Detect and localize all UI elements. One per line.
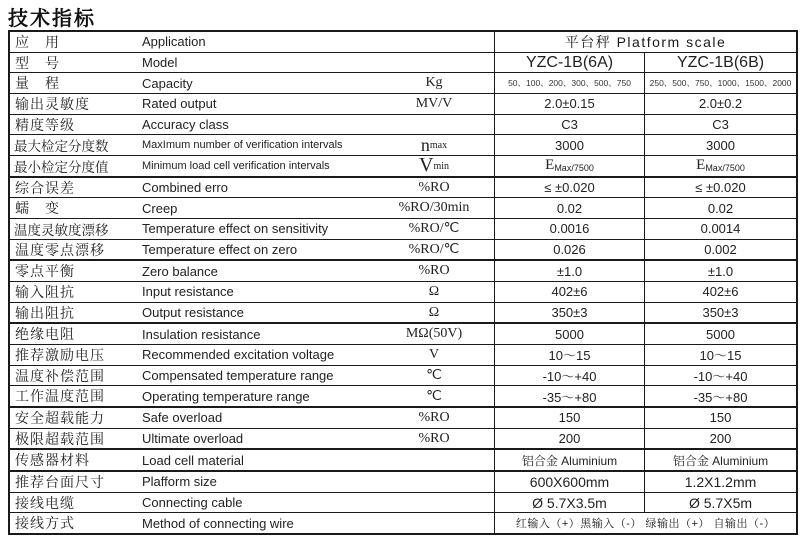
spec-label-en: Recommended excitation voltage <box>142 347 335 363</box>
spec-value-yzc1b6a <box>494 324 644 344</box>
spec-label-zh: 接线方式 <box>15 515 75 532</box>
spec-unit <box>374 198 494 218</box>
spec-value-yzc1b6b-main: -35～+80 <box>693 389 748 405</box>
spec-label-en: Rated output <box>142 96 217 112</box>
spec-value-yzc1b6b-main: 1.2X1.2mm <box>684 473 757 490</box>
spec-unit-main: Ω <box>428 304 440 320</box>
spec-value-yzc1b6b <box>644 135 796 155</box>
table-row <box>10 365 796 386</box>
spec-label-en: Accuracy class <box>142 117 229 133</box>
spec-value-yzc1b6b-main: 3000 <box>706 137 735 153</box>
spec-label-en: Model <box>142 55 178 70</box>
spec-value-yzc1b6b-main: 150 <box>709 410 732 426</box>
spec-value-yzc1b6a <box>494 115 644 135</box>
table-row <box>10 93 796 114</box>
spec-value-yzc1b6a-main: 0.0016 <box>549 221 590 237</box>
table-row <box>10 197 796 218</box>
spec-value-yzc1b6b-main: 0.02 <box>707 200 734 216</box>
spec-unit-subscript: min <box>433 160 449 172</box>
spec-unit <box>374 408 494 428</box>
spec-label-en: Ultimate overload <box>142 431 244 447</box>
spec-unit-main: V <box>428 346 440 362</box>
table-row <box>10 344 796 365</box>
table-row <box>10 448 796 470</box>
spec-value-yzc1b6b <box>644 450 796 470</box>
spec-unit <box>374 303 494 323</box>
spec-label-en: Method of connecting wire <box>142 515 294 531</box>
spec-value-yzc1b6a-main: 350±3 <box>551 305 588 321</box>
spec-value-yzc1b6a-main: Ø 5.7X3.5m <box>532 494 607 511</box>
spec-table <box>8 30 798 535</box>
spec-label-zh: 输出灵敏度 <box>15 95 90 112</box>
spec-unit-main: %RO/30min <box>398 200 470 216</box>
spec-value-yzc1b6a <box>494 73 644 93</box>
spec-label-en: Insulation resistance <box>142 326 261 342</box>
spec-unit-main: MV/V <box>415 95 453 111</box>
spec-value-yzc1b6a-main: 50、100、200、300、500、750 <box>508 78 631 89</box>
spec-value-yzc1b6a-main: ±1.0 <box>556 263 583 279</box>
spec-value-yzc1b6a <box>494 135 644 155</box>
spec-value-yzc1b6b <box>644 219 796 239</box>
spec-value-yzc1b6b-main: ≤ ±0.020 <box>695 180 746 196</box>
spec-unit-main: %RO <box>418 409 450 425</box>
spec-value-merged: 红输入（+）黑输入（-） 绿输出（+） 自输出（-） <box>494 513 796 533</box>
spec-value-yzc1b6a-subscript: Max/7500 <box>554 162 594 173</box>
spec-label-zh: 绝缘电阻 <box>15 326 75 343</box>
spec-label-zh: 工作温度范围 <box>15 388 105 405</box>
spec-unit <box>374 219 494 239</box>
spec-value-yzc1b6b <box>644 94 796 114</box>
spec-unit <box>374 366 494 386</box>
spec-unit <box>374 429 494 449</box>
spec-label-en: Load cell material <box>142 452 244 468</box>
spec-value-yzc1b6b-main: 0.0014 <box>700 221 741 237</box>
spec-label-en: Zero balance <box>142 263 218 279</box>
spec-label-zh: 推荐激励电压 <box>15 346 105 363</box>
spec-value-yzc1b6a-main: 600X600mm <box>529 473 610 490</box>
spec-unit <box>374 386 494 406</box>
spec-value-yzc1b6a <box>494 178 644 198</box>
spec-value-yzc1b6a <box>494 493 644 513</box>
spec-value-yzc1b6b-main: 10～15 <box>699 348 742 364</box>
spec-value-yzc1b6a <box>494 450 644 470</box>
table-row <box>10 281 796 302</box>
spec-value-yzc1b6b-main: 铝合金 Aluminium <box>672 453 769 468</box>
spec-value-merged: 平台秤 Platform scale <box>494 32 796 52</box>
table-row <box>10 239 796 260</box>
spec-unit <box>374 345 494 365</box>
spec-value-yzc1b6a-main: -35～+80 <box>542 389 597 405</box>
spec-unit-main: %RO/℃ <box>408 221 460 237</box>
spec-unit <box>374 178 494 198</box>
spec-unit <box>374 135 494 155</box>
spec-value-yzc1b6b-main: 402±6 <box>702 284 739 300</box>
table-row <box>10 218 796 239</box>
spec-label-en: Input resistance <box>142 284 234 300</box>
spec-unit <box>374 115 494 135</box>
spec-value-yzc1b6a-main: E <box>545 157 555 174</box>
spec-unit <box>374 472 494 492</box>
spec-value-yzc1b6a-main: 10～15 <box>548 348 591 364</box>
spec-label-en: Compensated temperature range <box>142 368 334 384</box>
spec-value-yzc1b6b <box>644 408 796 428</box>
spec-unit <box>374 324 494 344</box>
spec-value-yzc1b6a <box>494 156 644 176</box>
spec-value-yzc1b6a-main: 0.026 <box>553 242 586 258</box>
spec-value-yzc1b6b-main: E <box>696 157 706 174</box>
spec-label-zh: 综合误差 <box>15 179 75 196</box>
spec-value-yzc1b6a <box>494 345 644 365</box>
spec-label-en: Plafform size <box>142 474 217 490</box>
table-row <box>10 155 796 176</box>
spec-value-yzc1b6b <box>644 198 796 218</box>
spec-value-yzc1b6a <box>494 261 644 281</box>
spec-label-zh: 安全超载能力 <box>15 409 105 426</box>
spec-value-yzc1b6a-main: 5000 <box>555 326 584 342</box>
spec-value-yzc1b6b <box>644 472 796 492</box>
table-row <box>10 322 796 344</box>
spec-label-en: Temperature effect on zero <box>142 242 298 258</box>
table-row <box>10 176 796 198</box>
spec-value-yzc1b6b-main: Ø 5.7X5m <box>688 494 753 511</box>
spec-value-yzc1b6a <box>494 94 644 114</box>
spec-label-en: Application <box>142 34 206 50</box>
spec-label-en: Capacity <box>142 75 193 91</box>
spec-value-yzc1b6b <box>644 115 796 135</box>
spec-unit <box>374 32 494 52</box>
spec-value-yzc1b6a <box>494 472 644 492</box>
table-row <box>10 259 796 281</box>
table-row <box>10 470 796 492</box>
spec-unit-main: %RO <box>418 179 450 195</box>
spec-label-en: Operating temperature range <box>142 388 310 404</box>
spec-unit <box>374 73 494 93</box>
spec-value-yzc1b6a <box>494 429 644 449</box>
spec-label-zh: 应 用 <box>15 33 60 50</box>
spec-value-yzc1b6a-main: 150 <box>558 410 581 426</box>
spec-label-en: Creep <box>142 200 178 216</box>
spec-unit <box>374 282 494 302</box>
spec-value-yzc1b6a-main: 402±6 <box>551 284 588 300</box>
spec-value-yzc1b6b-main: 250、500、750、1000、1500、2000 <box>649 78 792 89</box>
spec-label-zh: 最大检定分度数 <box>14 139 109 155</box>
spec-value-yzc1b6a-main: 3000 <box>555 137 584 153</box>
spec-label-en: Safe overload <box>142 410 223 426</box>
spec-value-yzc1b6a-main: ≤ ±0.020 <box>544 180 595 196</box>
spec-unit <box>374 156 494 176</box>
spec-value-yzc1b6b-main: 0.002 <box>704 242 737 258</box>
spec-value-yzc1b6b-main: 5000 <box>706 326 735 342</box>
spec-value-yzc1b6b <box>644 429 796 449</box>
spec-label-zh: 输出阻抗 <box>15 304 75 321</box>
spec-value-yzc1b6a-main: -10～+40 <box>542 369 597 385</box>
spec-value-yzc1b6a <box>494 198 644 218</box>
spec-value-yzc1b6b <box>644 303 796 323</box>
spec-value-yzc1b6b <box>644 261 796 281</box>
spec-value-yzc1b6b-main: YZC-1B(6B) <box>676 53 765 71</box>
spec-label-zh: 量 程 <box>15 75 60 92</box>
spec-label-zh: 温度灵敏度漂移 <box>14 222 109 238</box>
spec-label-zh: 极限超载范围 <box>15 430 105 447</box>
table-row <box>10 492 796 513</box>
spec-value-yzc1b6b <box>644 345 796 365</box>
spec-label-en: Temperature effect on sensitivity <box>142 221 329 237</box>
spec-value-yzc1b6b-subscript: Max/7500 <box>705 162 745 173</box>
spec-label-zh: 输入阻抗 <box>15 283 75 300</box>
spec-unit <box>374 493 494 513</box>
table-row <box>10 72 796 93</box>
table-row <box>10 302 796 323</box>
spec-unit-main: ℃ <box>426 368 442 384</box>
table-row <box>10 114 796 135</box>
table-row <box>10 52 796 73</box>
table-row <box>10 406 796 428</box>
spec-value-yzc1b6a-main: 0.02 <box>556 200 583 216</box>
spec-unit-main: Kg <box>425 75 443 91</box>
spec-value-yzc1b6a-main: 2.0±0.15 <box>544 96 595 112</box>
spec-label-zh: 推荐台面尺寸 <box>15 473 105 490</box>
spec-unit-main: ℃ <box>426 388 442 404</box>
spec-label-zh: 型 号 <box>15 54 60 71</box>
spec-value-yzc1b6b-main: ±1.0 <box>707 263 734 279</box>
spec-value-yzc1b6a <box>494 366 644 386</box>
spec-label-zh: 接线电缆 <box>15 494 75 511</box>
spec-value-yzc1b6a <box>494 386 644 406</box>
spec-value-yzc1b6b-main: 200 <box>709 431 732 447</box>
spec-unit-main: %RO/℃ <box>408 242 460 258</box>
spec-label-en: Output resistance <box>142 305 244 321</box>
spec-label-en: Connecting cable <box>142 495 243 511</box>
table-row <box>10 385 796 406</box>
spec-label-en: MaxImum number of verification intervals <box>142 139 343 152</box>
spec-unit <box>374 450 494 470</box>
spec-value-yzc1b6a-main: 200 <box>558 431 581 447</box>
table-row <box>10 512 796 533</box>
spec-value-yzc1b6b <box>644 493 796 513</box>
spec-label-zh: 精度等级 <box>15 116 75 133</box>
spec-value-yzc1b6a <box>494 53 644 73</box>
spec-value-yzc1b6a <box>494 282 644 302</box>
spec-value-yzc1b6b <box>644 240 796 260</box>
spec-label-zh: 温度零点漂移 <box>15 241 105 258</box>
spec-unit-main: %RO <box>418 430 450 446</box>
spec-unit <box>374 261 494 281</box>
spec-label-en: Combined erro <box>142 180 228 196</box>
spec-value-yzc1b6b <box>644 156 796 176</box>
spec-value-yzc1b6a-main: 铝合金 Aluminium <box>521 453 618 468</box>
spec-value-yzc1b6b <box>644 53 796 73</box>
spec-label-zh: 温度补偿范围 <box>15 367 105 384</box>
spec-value-yzc1b6a <box>494 303 644 323</box>
spec-label-en: Minimum load cell verification intervals <box>142 159 330 172</box>
page-title: 技术指标 <box>8 8 96 30</box>
table-row <box>10 32 796 52</box>
spec-unit-subscript: max <box>429 140 448 152</box>
spec-value-yzc1b6a <box>494 219 644 239</box>
spec-value-yzc1b6b <box>644 178 796 198</box>
spec-value-yzc1b6a-main: C3 <box>561 117 578 133</box>
table-row <box>10 134 796 155</box>
spec-label-zh: 传感器材料 <box>15 452 90 469</box>
spec-unit-main: V <box>418 154 434 177</box>
spec-label-zh: 零点平衡 <box>15 263 75 280</box>
spec-value-yzc1b6b-main: 2.0±0.2 <box>698 96 743 112</box>
spec-unit-main: %RO <box>418 263 450 279</box>
spec-unit-main: n <box>420 134 430 155</box>
spec-value-yzc1b6b-main: -10～+40 <box>693 369 748 385</box>
spec-unit <box>374 53 494 73</box>
spec-unit <box>374 240 494 260</box>
table-row <box>10 428 796 449</box>
spec-unit <box>374 94 494 114</box>
spec-value-yzc1b6b-main: 350±3 <box>702 305 739 321</box>
spec-value-yzc1b6a <box>494 240 644 260</box>
spec-value-yzc1b6b <box>644 386 796 406</box>
spec-unit <box>374 513 494 533</box>
spec-value-yzc1b6b <box>644 73 796 93</box>
spec-value-yzc1b6b <box>644 324 796 344</box>
spec-unit-main: Ω <box>428 283 440 299</box>
spec-label-zh: 蠕 变 <box>15 200 60 217</box>
spec-value-yzc1b6a-main: YZC-1B(6A) <box>525 53 614 71</box>
spec-value-yzc1b6b <box>644 366 796 386</box>
spec-value-yzc1b6b-main: C3 <box>712 117 729 133</box>
spec-value-yzc1b6b <box>644 282 796 302</box>
spec-label-zh: 最小检定分度值 <box>14 159 109 175</box>
spec-value-yzc1b6a <box>494 408 644 428</box>
spec-unit-main: MΩ(50V) <box>405 326 463 342</box>
